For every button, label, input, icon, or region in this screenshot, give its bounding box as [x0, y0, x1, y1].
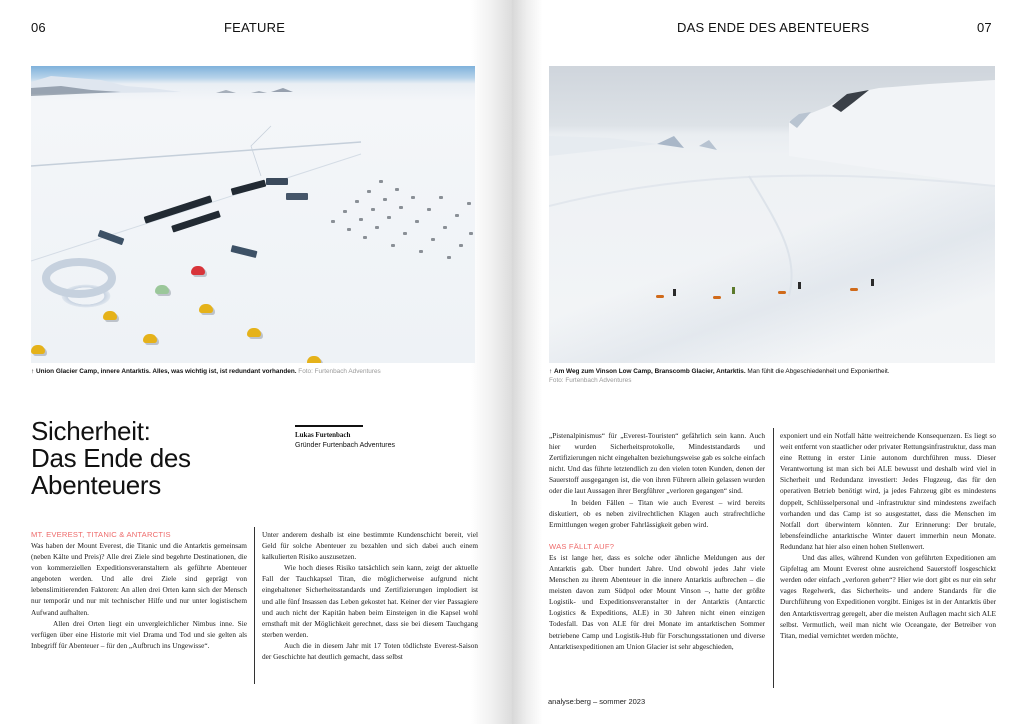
hut [266, 178, 288, 185]
arrow-up-icon: ↑ [31, 368, 35, 375]
text-column-3 [549, 430, 765, 652]
caption-text: Am Weg zum Vinson Low Camp, Branscomb Glacier, Antarktis. [553, 368, 746, 375]
sled [713, 296, 721, 299]
text-column-4 [780, 430, 996, 641]
photo-caption-right [549, 367, 999, 385]
paragraph: Unter anderem deshalb ist eine bestimmte Kundenschicht bereit, viel Geld für solche Abenteuer zu bezahlen und sich dabei auch einem kalkulierten Risiko auszusetzen. [262, 530, 478, 562]
person [732, 287, 735, 294]
paragraph: Was haben der Mount Everest, die Titanic und die Antarktis gemeinsam (neben Kälte und Preis)? Alle drei Ziele sind begehrte Destinationen, die von kommerziellen Expeditionsveranstaltern als geführte Abenteuer angeboten werden. Und alle drei Ziele sind geprägt von lebenslimitierenden Faktoren: An allen drei Orten kann sich der Mensch nur temporär und nur mit technischer Hilfe und nur unter logistischem Aufwand aufhalten. [31, 541, 247, 617]
title-line: Das Ende des [31, 443, 191, 473]
arrow-up-icon: ↑ [549, 368, 553, 375]
glacier-slope-graphic [549, 66, 995, 363]
caption-text: Man fühlt die Abgeschiedenheit und Exponiertheit. [747, 368, 890, 375]
paragraph: Es ist lange her, dass es solche oder ähnliche Meldungen aus der Antarktis gab. Über hundert Jahre. Und obwohl jedes Jahr viele Menschen zu ihrem Abenteuer in die innere Antarktis aufbrechen – die meisten davon zum Südpol oder Mount Vinson –, hatte der größte Logistik- und Expeditionsveranstalter in der Antarktis (Antarctic Logistics & Expeditions, ALE) in 30 Jahren nicht einen einzigen Todesfall. Das von ALE für drei Monate im antarktischen Sommer betriebene Camp und Logistik-Hub für Forschungsstationen und diverse Antarktisexpeditionen am Union Glacier ist sehr abgeschieden, [549, 552, 765, 651]
tent [31, 345, 45, 354]
photo-credit: Foto: Furtenbach Adventures [298, 368, 381, 375]
title-line: Sicherheit: [31, 416, 151, 446]
caption-text: Union Glacier Camp, innere Antarktis. Alles, was wichtig ist, ist redundant vorhanden. [35, 368, 297, 375]
paragraph: In beiden Fällen – Titan wie auch Everest – wird bereits diskutiert, ob es neben zivilrechtlichen Klagen auch strafrechtliche Ermittlungen wegen grober Fahrlässigkeit geben wird. [549, 497, 765, 529]
person [673, 289, 676, 296]
byline-rule [295, 425, 363, 427]
tent [191, 266, 205, 275]
paragraph: „Pistenalpinismus“ für „Everest-Touristen“ gefährlich sein kann. Auch hier wurden Sicherheitsprotokolle, Mindeststandards und Zertifizierungen nicht eingehalten beziehungsweise gab es solche einfach nicht. Und das führte letztendlich zu den vielen toten Kunden, denen der Sauerstoff ausgegangen ist, die von ihren Führern allein gelassen wurden oder die laut Aussagen ihrer Bergführer „verloren gegangen“ sind. [549, 431, 765, 496]
running-head-left: FEATURE [224, 20, 286, 35]
mountains-graphic [31, 66, 475, 106]
paragraph: Allen drei Orten liegt ein unvergleichlicher Nimbus inne. Sie verfügen über eine Historie mit viel Drama und Tod und sie gelten als Inbegriff für Abenteuer – für den „Aufbruch ins Ungewisse“. [31, 618, 247, 650]
paragraph: Wie hoch dieses Risiko tatsächlich sein kann, zeigt der aktuelle Fall der Tauchkapsel Titan, die möglicherweise aufgrund nicht eingehaltener Sicherheitsstandards und Zertifizierungen implodiert ist und alle fünf Insassen das Leben gekostet hat. Keiner der vier Passagiere und auch nicht der Kapitän haben beim Einsteigen in die Kapsel wohl ernsthaft mit der Möglichkeit gerechnet, dass sie bei diesem Tauchgang sterben werden. [262, 563, 478, 639]
paragraph: exponiert und ein Notfall hätte weitreichende Konsequenzen. Es liegt so weit entfernt von staatlicher oder privater Rettungsinfrastruktur, dass man eine Rettung in erster Linie autonom durchführen muss. Dieser Verantwortung ist man sich bei ALE bewusst und deshalb wird viel in Sicherheit und Redundanz investiert: Jedes Flugzeug, das für den operativen Betrieb benötigt wird, ja jedes Fahrzeug gibt es mindestens doppelt, Schlüsselpersonal und -infrastruktur sind mindestens zweifach vorhanden und das Camp ist so ausgestattet, dass die Menschen im Notfall dort überwintern könnten. Zur Erinnerung: Der brutale, lebensfeindliche antarktische Winter dauert immerhin neun Monate. Redundanz hat hier also einen hohen Stellenwert. [780, 431, 996, 551]
title-line: Abenteuers [31, 470, 161, 500]
author-name: Lukas Furtenbach [295, 431, 351, 439]
tent [103, 311, 117, 320]
tent [143, 334, 157, 343]
article-title [31, 418, 191, 499]
magazine-footer: analyse:berg – sommer 2023 [548, 697, 646, 706]
sled [656, 295, 664, 298]
person [798, 282, 801, 289]
column-divider [773, 428, 774, 688]
tent [307, 356, 321, 363]
hut [286, 193, 308, 200]
right-page [512, 0, 1024, 724]
section-subhead: WAS FÄLLT AUF? [549, 541, 615, 551]
paragraph: Und das alles, während Kunden von geführten Expeditionen am Gipfeltag am Mount Everest ohne ausreichend Sauerstoff losgeschickt werden oder einfach „verloren gehen“? Hier wie dort gibt es nur ein sehr vages Regelwerk, das Sicherheits- und andere Standards für die Durchführung von Expeditionen vorgibt. Einiges ist in der Antarktis über den Antarktisvertrag geregelt, aber die meisten Auflagen macht sich ALE selbst. Vermutlich, weil man nicht wie Oceangate, der Betreiber von Titan, medial vernichtet werden möchte, [780, 553, 996, 640]
column-divider [254, 527, 255, 684]
sled [850, 288, 858, 291]
tent [199, 304, 213, 313]
text-column-1 [31, 529, 247, 651]
paragraph: Auch die in diesem Jahr mit 17 Toten tödlichste Everest-Saison der Geschichte hat deutlich gemacht, dass selbst [262, 640, 478, 662]
section-subhead: MT. EVEREST, TITANIC & ANTARCTIS [31, 530, 171, 539]
photo-branscomb-glacier [549, 66, 995, 363]
person [871, 279, 874, 286]
author-role: Gründer Furtenbach Adventures [295, 442, 396, 449]
running-head-right: DAS ENDE DES ABENTEUERS [677, 20, 870, 35]
tent [247, 328, 261, 337]
photo-credit: Foto: Furtenbach Adventures [549, 377, 632, 384]
photo-union-glacier-camp [31, 66, 475, 363]
photo-caption-left [31, 367, 481, 376]
text-column-2 [262, 529, 478, 662]
page-number-right: 07 [977, 20, 992, 35]
tent [155, 285, 169, 294]
page-number-left: 06 [31, 20, 46, 35]
sled [778, 291, 786, 294]
